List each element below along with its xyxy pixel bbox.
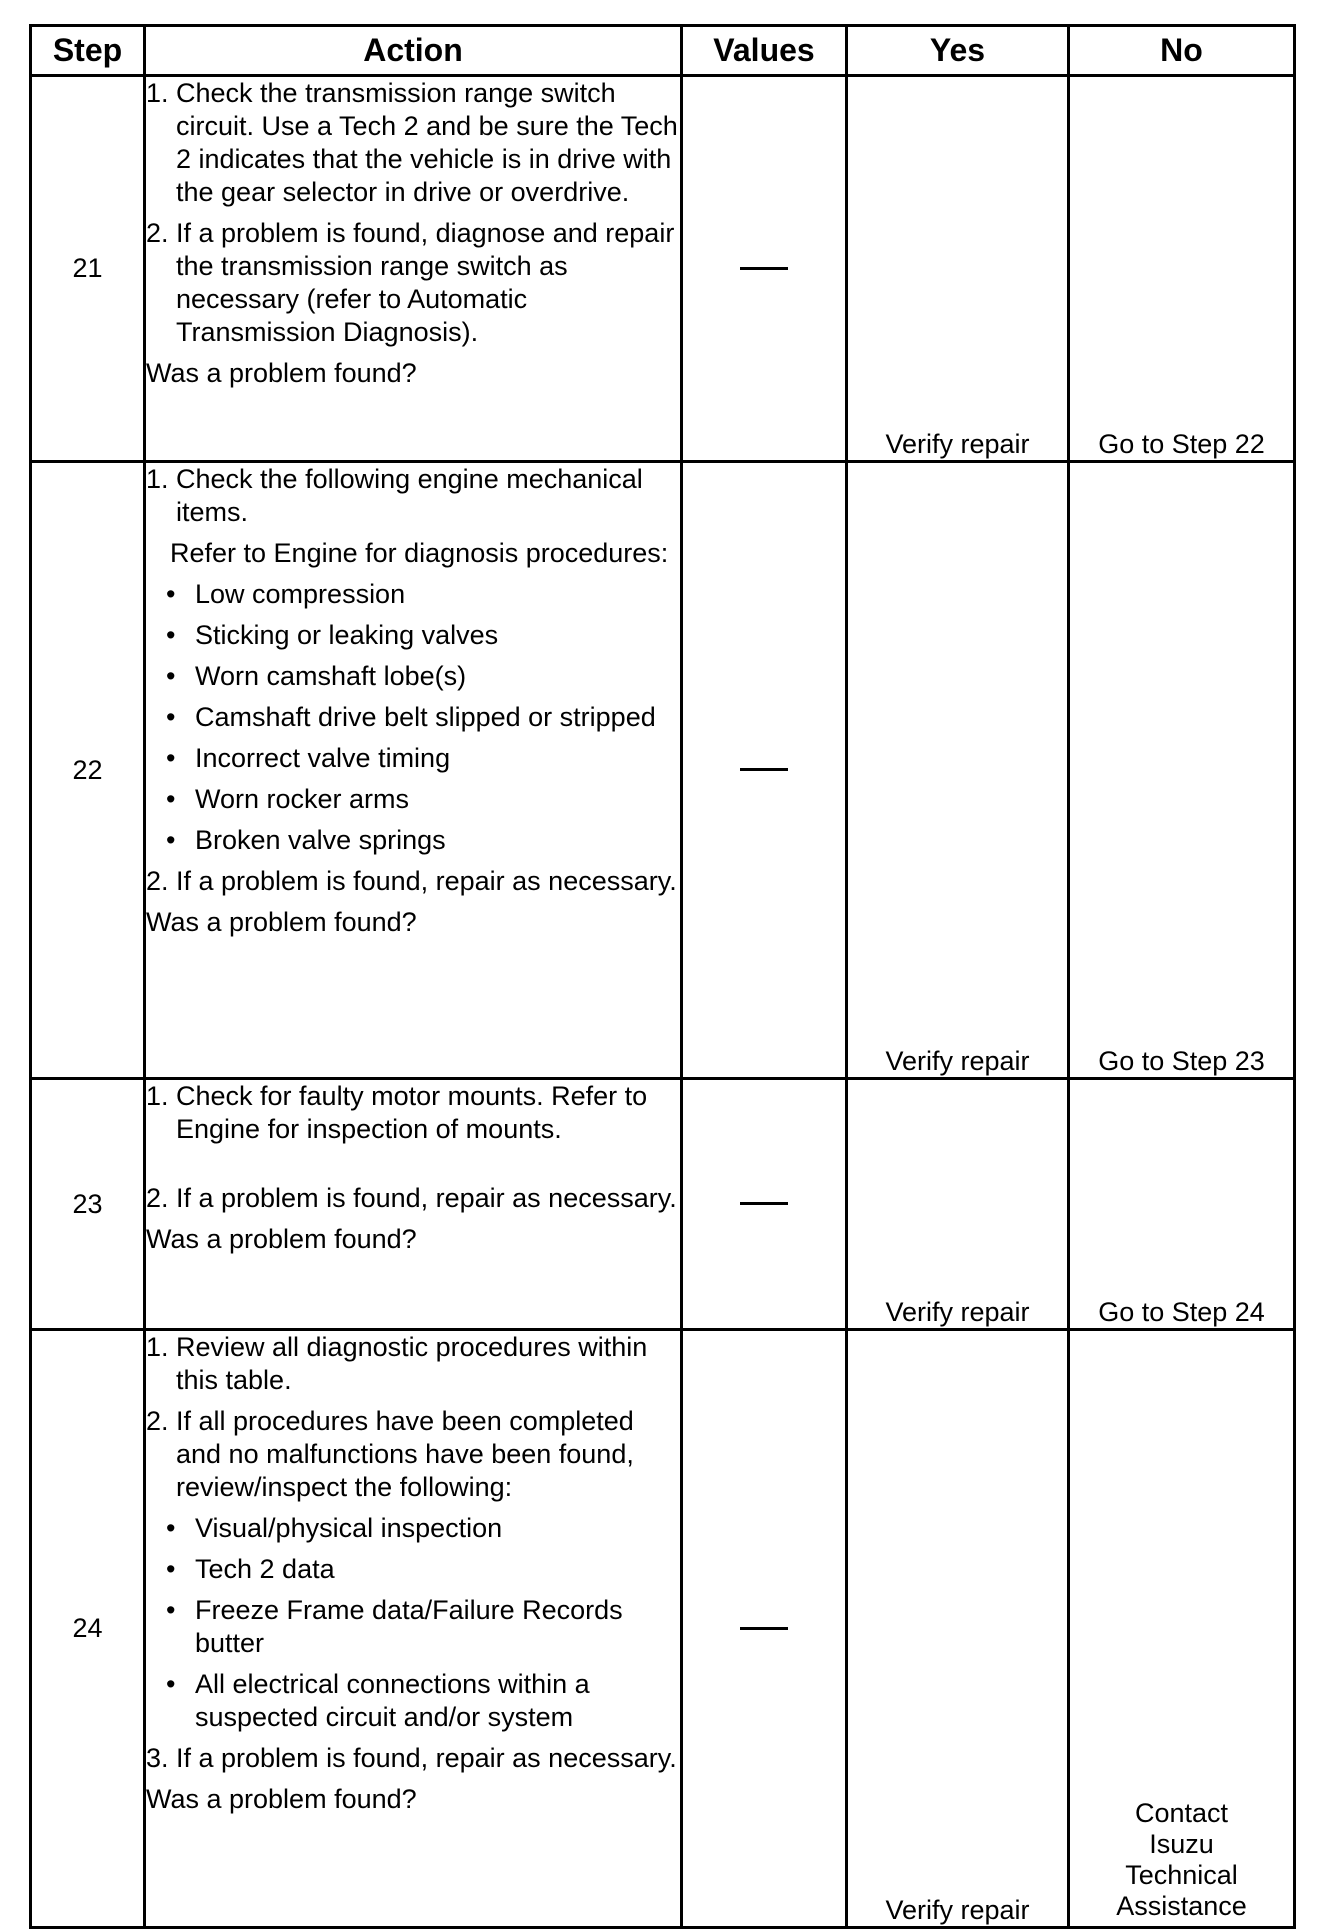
action-item: 2. If all procedures have been completed and no malfunctions have been found, review/inspect the following: [146, 1406, 634, 1502]
values-cell [682, 76, 847, 462]
action-cell [145, 1330, 682, 1928]
bullet-item: • Camshaft drive belt slipped or stripped [166, 702, 656, 732]
yes-cell: Verify repair [847, 76, 1069, 462]
empty-value-dash [740, 768, 788, 771]
action-item-text: If a problem is found, diagnose and repair the transmission range switch as necessary (refer to Automatic Transmission Diagnosis). [176, 218, 675, 347]
action-note: Refer to Engine for diagnosis procedures: [170, 538, 669, 568]
action-item-text: If a problem is found, repair as necessary. [176, 1183, 677, 1213]
no-cell: Go to Step 22 [1069, 76, 1295, 462]
step-number: 22 [31, 462, 145, 1079]
no-cell: Go to Step 24 [1069, 1079, 1295, 1330]
yes-cell: Verify repair [847, 1079, 1069, 1330]
empty-value-dash [740, 267, 788, 270]
action-question: Was a problem found? [146, 358, 417, 388]
yes-cell: Verify repair [847, 1330, 1069, 1928]
values-cell [682, 1330, 847, 1928]
bullet-item: • Tech 2 data [166, 1554, 335, 1584]
action-item: 1. Review all diagnostic procedures within this table. [146, 1332, 648, 1395]
action-item: 2. If a problem is found, repair as necessary. [146, 1183, 677, 1213]
action-question: Was a problem found? [146, 1784, 417, 1814]
action-cell [145, 76, 682, 462]
action-item-text: If a problem is found, repair as necessary. [176, 1743, 677, 1773]
bullet-item: • Broken valve springs [166, 825, 446, 855]
values-cell [682, 1079, 847, 1330]
bullet-item: • Sticking or leaking valves [166, 620, 499, 650]
header-yes: Yes [847, 26, 1069, 76]
action-item: 1. Check for faulty motor mounts. Refer to Engine for inspection of mounts. [146, 1081, 648, 1144]
header-step: Step [31, 26, 145, 76]
bullet-item: • All electrical connections within a suspected circuit and/or system [166, 1669, 590, 1732]
action-question: Was a problem found? [146, 907, 417, 937]
action-item-text: Check for faulty motor mounts. Refer to Engine for inspection of mounts. [176, 1081, 648, 1144]
step-number: 24 [31, 1330, 145, 1928]
diagnostic-table [29, 24, 1296, 1929]
action-item: 3. If a problem is found, repair as necessary. [146, 1743, 677, 1773]
action-item-text: Check the transmission range switch circuit. Use a Tech 2 and be sure the Tech 2 indicates that the vehicle is in drive with the gear selector in drive or overdrive. [176, 78, 678, 207]
header-row [31, 26, 1295, 76]
no-cell: Go to Step 23 [1069, 462, 1295, 1079]
values-cell [682, 462, 847, 1079]
action-item: 2. If a problem is found, diagnose and repair the transmission range switch as necessary (refer to Automatic Transmission Diagnosis). [146, 218, 675, 347]
header-no: No [1069, 26, 1295, 76]
table-row [31, 1079, 1295, 1330]
action-item-text: If a problem is found, repair as necessary. [176, 866, 677, 896]
header-values: Values [682, 26, 847, 76]
action-question: Was a problem found? [146, 1224, 417, 1254]
action-item: 1. Check the transmission range switch circuit. Use a Tech 2 and be sure the Tech 2 indicates that the vehicle is in drive with the gear selector in drive or overdrive. [146, 78, 678, 207]
bullet-item: • Low compression [166, 579, 406, 609]
bullet-item: • Incorrect valve timing [166, 743, 451, 773]
bullet-item: • Visual/physical inspection [166, 1513, 503, 1543]
table-row [31, 76, 1295, 462]
table-row [31, 1330, 1295, 1928]
bullet-item: • Freeze Frame data/Failure Records butter [166, 1595, 623, 1658]
yes-cell: Verify repair [847, 462, 1069, 1079]
action-item-text: Review all diagnostic procedures within this table. [176, 1332, 648, 1395]
action-cell [145, 1079, 682, 1330]
bullet-item: • Worn rocker arms [166, 784, 410, 814]
action-item-text: If all procedures have been completed and no malfunctions have been found, review/inspect the following: [176, 1406, 634, 1502]
action-item: 1. Check the following engine mechanical items. [146, 464, 643, 527]
no-cell: Contact Isuzu Technical Assistance [1069, 1330, 1295, 1928]
empty-value-dash [740, 1627, 788, 1630]
step-number: 21 [31, 76, 145, 462]
empty-value-dash [740, 1202, 788, 1205]
table-row [31, 462, 1295, 1079]
action-item: 2. If a problem is found, repair as necessary. [146, 866, 677, 896]
bullet-item: • Worn camshaft lobe(s) [166, 661, 467, 691]
action-item-text: Check the following engine mechanical items. [176, 464, 643, 527]
action-cell [145, 462, 682, 1079]
header-action: Action [145, 26, 682, 76]
step-number: 23 [31, 1079, 145, 1330]
